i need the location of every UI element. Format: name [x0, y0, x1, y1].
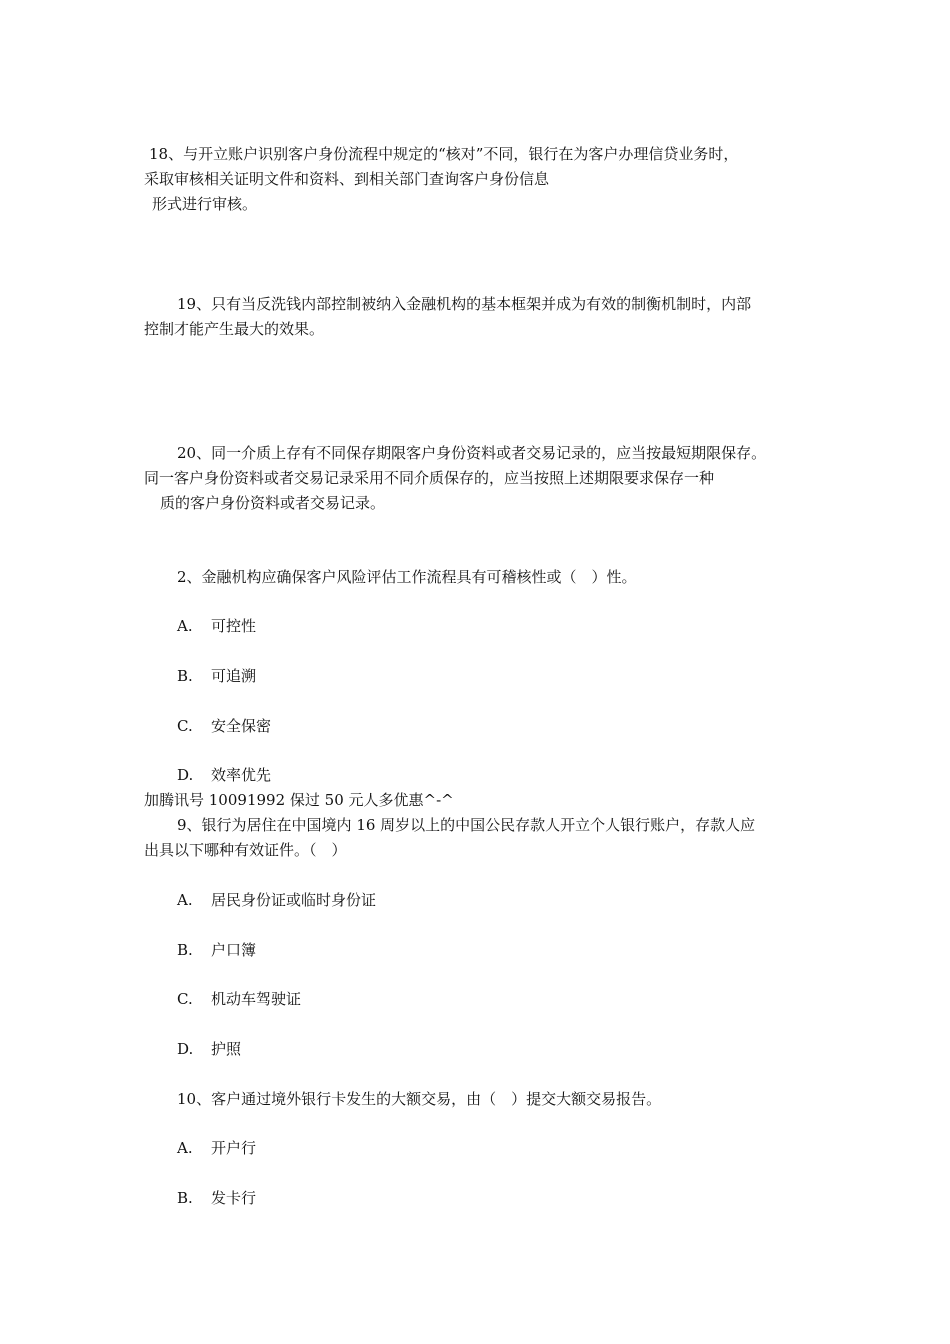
option-text: 居民身份证或临时身份证 — [211, 891, 377, 909]
option-letter: A. — [177, 1139, 193, 1157]
q2-stem: 2、金融机构应确保客户风险评估工作流程具有可稽核性或（ ）性。 — [177, 568, 637, 586]
q9-line-1: 9、银行为居住在中国境内 16 周岁以上的中国公民存款人开立个人银行账户，存款人应 — [177, 816, 756, 834]
q20-line-3: 质的客户身份资料或者交易记录。 — [160, 494, 386, 512]
q20-line-2: 同一客户身份资料或者交易记录采用不同介质保存的，应当按照上述期限要求保存一种 — [144, 469, 715, 487]
q20-line-1: 20、同一介质上存有不同保存期限客户身份资料或者交易记录的，应当按最短期限保存。 — [177, 444, 767, 462]
q19-line-2: 控制才能产生最大的效果。 — [144, 320, 325, 338]
option-text: 护照 — [211, 1040, 242, 1058]
q9-line-2: 出具以下哪种有效证件。（ ） — [144, 841, 347, 859]
promo-text: 加腾讯号 10091992 保过 50 元人多优惠^-^ — [144, 791, 454, 809]
option-text: 可追溯 — [211, 667, 257, 685]
option-letter: C. — [177, 990, 193, 1008]
q18-line-1: 18、与开立账户识别客户身份流程中规定的“核对”不同，银行在为客户办理信贷业务时， — [149, 145, 739, 163]
option-text: 开户行 — [211, 1139, 257, 1157]
option-text: 发卡行 — [211, 1189, 257, 1207]
option-letter: D. — [177, 766, 194, 784]
option-letter: B. — [177, 1189, 193, 1207]
option-letter: D. — [177, 1040, 194, 1058]
option-text: 可控性 — [211, 617, 257, 635]
q10-stem: 10、客户通过境外银行卡发生的大额交易，由（ ）提交大额交易报告。 — [177, 1090, 662, 1108]
option-letter: A. — [177, 891, 193, 909]
option-letter: A. — [177, 617, 193, 635]
q18-line-3: 形式进行审核。 — [152, 195, 258, 213]
q19-line-1: 19、只有当反洗钱内部控制被纳入金融机构的基本框架并成为有效的制衡机制时，内部 — [177, 295, 752, 313]
option-text: 户口簿 — [211, 941, 257, 959]
option-text: 安全保密 — [211, 717, 272, 735]
q18-line-2: 采取审核相关证明文件和资料、到相关部门查询客户身份信息 — [144, 170, 550, 188]
option-letter: B. — [177, 667, 193, 685]
option-letter: C. — [177, 717, 193, 735]
option-letter: B. — [177, 941, 193, 959]
option-text: 效率优先 — [211, 766, 272, 784]
option-text: 机动车驾驶证 — [211, 990, 302, 1008]
